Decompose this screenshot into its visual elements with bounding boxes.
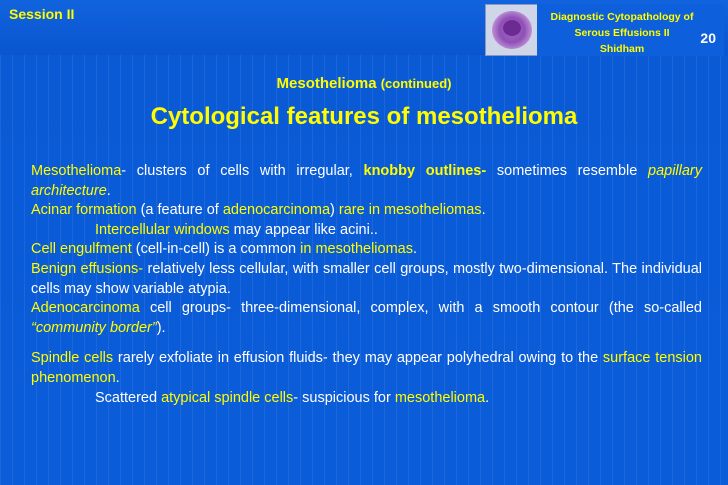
paragraph-adenocarcinoma: Adenocarcinoma cell groups- three-dimensional, complex, with a smooth contour (the so-called “community border”). xyxy=(31,300,702,336)
subtitle-main: Mesothelioma xyxy=(276,75,377,92)
slide-number: 20 xyxy=(700,30,716,46)
section-subtitle xyxy=(0,75,728,92)
paragraph-benign: Benign effusions- relatively less cellular, with smaller cell groups, mostly two-dimensional. The individual cells may show variable atypia. xyxy=(31,260,702,297)
paragraph-windows: Intercellular windows may appear like acini.. xyxy=(95,221,378,238)
subtitle-suffix: (continued) xyxy=(380,76,452,91)
paragraph-engulfment: Cell engulfment (cell-in-cell) is a common in mesotheliomas. xyxy=(31,241,418,258)
course-header xyxy=(537,4,724,56)
session-label: Session II xyxy=(9,6,75,22)
cell-nucleus xyxy=(503,20,521,36)
course-title-line1: Diagnostic Cytopathology of xyxy=(550,11,694,23)
course-title-line2: Serous Effusions II xyxy=(574,27,670,39)
course-title xyxy=(537,9,707,57)
paragraph-atypical: Scattered atypical spindle cells- suspicious for mesothelioma. xyxy=(95,389,490,406)
cell-thumbnail-image xyxy=(485,4,539,56)
paragraph-acinar: Acinar formation (a feature of adenocarcinoma) rare in mesotheliomas. xyxy=(31,202,486,219)
paragraph-mesothelioma: Mesothelioma- clusters of cells with irregular, knobby outlines- sometimes resemble papillary architecture. xyxy=(31,163,703,199)
slide-title: Cytological features of mesothelioma xyxy=(150,103,578,130)
slide-body xyxy=(31,162,702,408)
paragraph-spindle: Spindle cells rarely exfoliate in effusion fluids- they may appear polyhedral owing to the surface tension phenomenon. xyxy=(31,350,702,386)
course-author: Shidham xyxy=(599,43,645,55)
